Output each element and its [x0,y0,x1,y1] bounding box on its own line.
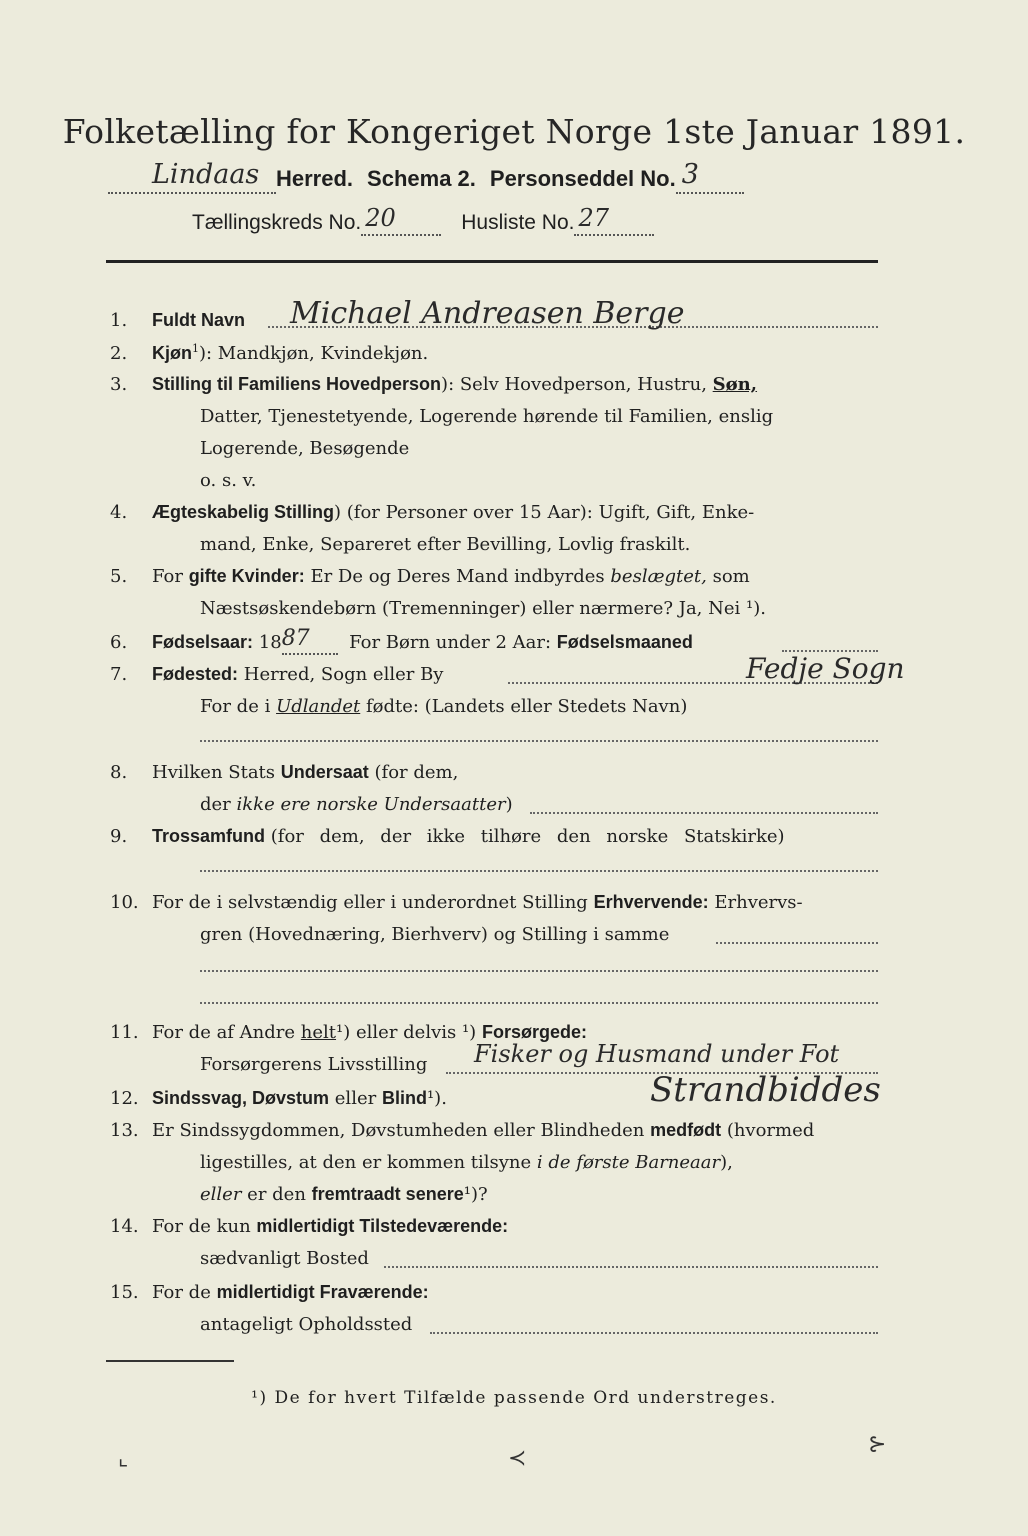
item-15: 15. For de midlertidigt Fraværende: [110,1282,429,1303]
item-1-label: Fuldt Navn [152,310,245,330]
birth-year: 87 [281,626,310,651]
kreds-number: 20 [365,204,396,232]
header-rule [106,260,878,263]
item-7-answer: Fedje Sogn [746,652,905,685]
corner-mark-left: ⌞ [118,1446,129,1471]
item-8: 8. Hvilken Stats Undersaat (for dem, [110,762,459,783]
item-14: 14. For de kun midlertidigt Tilstedeværende: [110,1216,509,1237]
item-4: 4. Ægteskabelig Stilling) (for Personer over 15 Aar): Ugift, Gift, Enke- [110,502,755,523]
personseddel-label: Personseddel No. [489,166,676,191]
item-1-answer: Michael Andreasen Berge [290,296,685,331]
item-2: 2. Kjøn$^1$): Mandkjøn, Kvindekjøn. [110,342,429,364]
herred-name: Lindaas [152,159,260,190]
herred-label: Herred. [276,166,354,191]
form-title: Folketælling for Kongeriget Norge 1ste Januar 1891. [62,112,966,151]
schema-label: Schema 2. [367,166,476,191]
husliste-label: Husliste No. [461,211,575,234]
item-13: 13. Er Sindssygdommen, Døvstumheden eller Blindheden medfødt (hvormed [110,1120,815,1141]
item-1: 1. Fuldt Navn [110,310,245,331]
item-11: 11. For de af Andre helt¹) eller delvis ¹) Forsørgede: [110,1022,587,1043]
item-3: 3. Stilling til Familiens Hovedperson): Selv Hovedperson, Hustru, Søn, [110,374,758,395]
footnote-rule [106,1360,234,1362]
item-6: 6. Fødselsaar: 18 87 For Børn under 2 Aar: Fødselsmaaned [110,626,693,653]
item-3-selected: Søn, [712,374,758,395]
item-5: 5. For gifte Kvinder: Er De og Deres Mand indbyrdes beslægtet, som [110,566,750,587]
census-form: Folketælling for Kongeriget Norge 1ste Januar 1891. Lindaas Herred. Schema 2. Personseddel No. 3 Tællingskreds No. 20 Husliste No. 27 1. Fuldt Navn Michael Andreasen Berge 2. Kjøn$^1$): Mandkjøn, Kvindekjøn. 3. Stilling til Familiens Hovedperson): Selv Hovedperson, Hustru, Søn, Datter, Tjenestetyende, Logerende hørende til Familien, enslig Logerende, Besøgende o. s. v. 4. Ægteskabelig Stilling) (for Personer over 15 Aar): Ugift, Gift, Enke- mand, Enke, Separeret efter Bevilling, Lovlig fraskilt. 5. For gifte Kvinder: Er De og Deres Mand indbyrdes beslægtet, som Næstsøskendebørn (Tremenninger) eller nærmere? Ja, Nei ¹). 6. Fødselsaar: 18 87 For Børn under 2 Aar: Fødselsmaaned 7. Fødested: Herred, Sogn eller By Fedje Sogn For de i Udlandet fødte: (Landets eller Stedets Navn) 8. Hvilken Stats Undersaat (for dem, der ikke ere norske Undersaatter) 9. Trossamfund (for dem, der ikke tilhøre den norske Statskirke) 10. For de i selvstændig eller i underordnet Stilling Erhvervende: Erhvervs- gren (Hovednæring, Bierhverv) og Stilling i samme 11. For de af Andre helt¹) eller delvis ¹) Forsørgede: Forsørgerens Livsstilling Fisker og Husmand under Fot 12. Sindssvag, Døvstum eller Blind¹). Strandbiddes 13. Er Sindssygdommen, Døvstumheden eller Blindheden medfødt (hvormed ligestilles, at den er kommen tilsyne i de første Barneaar), eller er den fremtraadt senere¹)? 14. For de kun midlertidigt Tilstedeværende: sædvanligt Bosted 15. For de midlertidigt Fraværende: antageligt Opholdssted ¹) De for hvert Tilfælde passende Ord understreges. ⌞ ≺ ⊱ [0,0,1028,1536]
item-9: 9. Trossamfund (for dem, der ikke tilhøre den norske Statskirke) [110,826,785,847]
herred-line [108,159,744,194]
corner-mark-center: ≺ [508,1446,527,1471]
kreds-label: Tællingskreds No. [192,211,362,234]
kreds-line [192,204,654,236]
corner-mark-right: ⊱ [868,1432,887,1457]
item-7: 7. Fødested: Herred, Sogn eller By [110,664,444,685]
husliste-number: 27 [578,204,610,232]
item-11-answer: Fisker og Husmand under Fot [474,1040,840,1068]
personseddel-number: 3 [681,159,699,190]
item-10: 10. For de i selvstændig eller i underordnet Stilling Erhvervende: Erhvervs- [110,892,803,913]
item-12: 12. Sindssvag, Døvstum eller Blind¹). [110,1088,447,1109]
footnote: ¹) De for hvert Tilfælde passende Ord understreges. [251,1388,777,1408]
item-12-answer: Strandbiddes [650,1070,881,1110]
